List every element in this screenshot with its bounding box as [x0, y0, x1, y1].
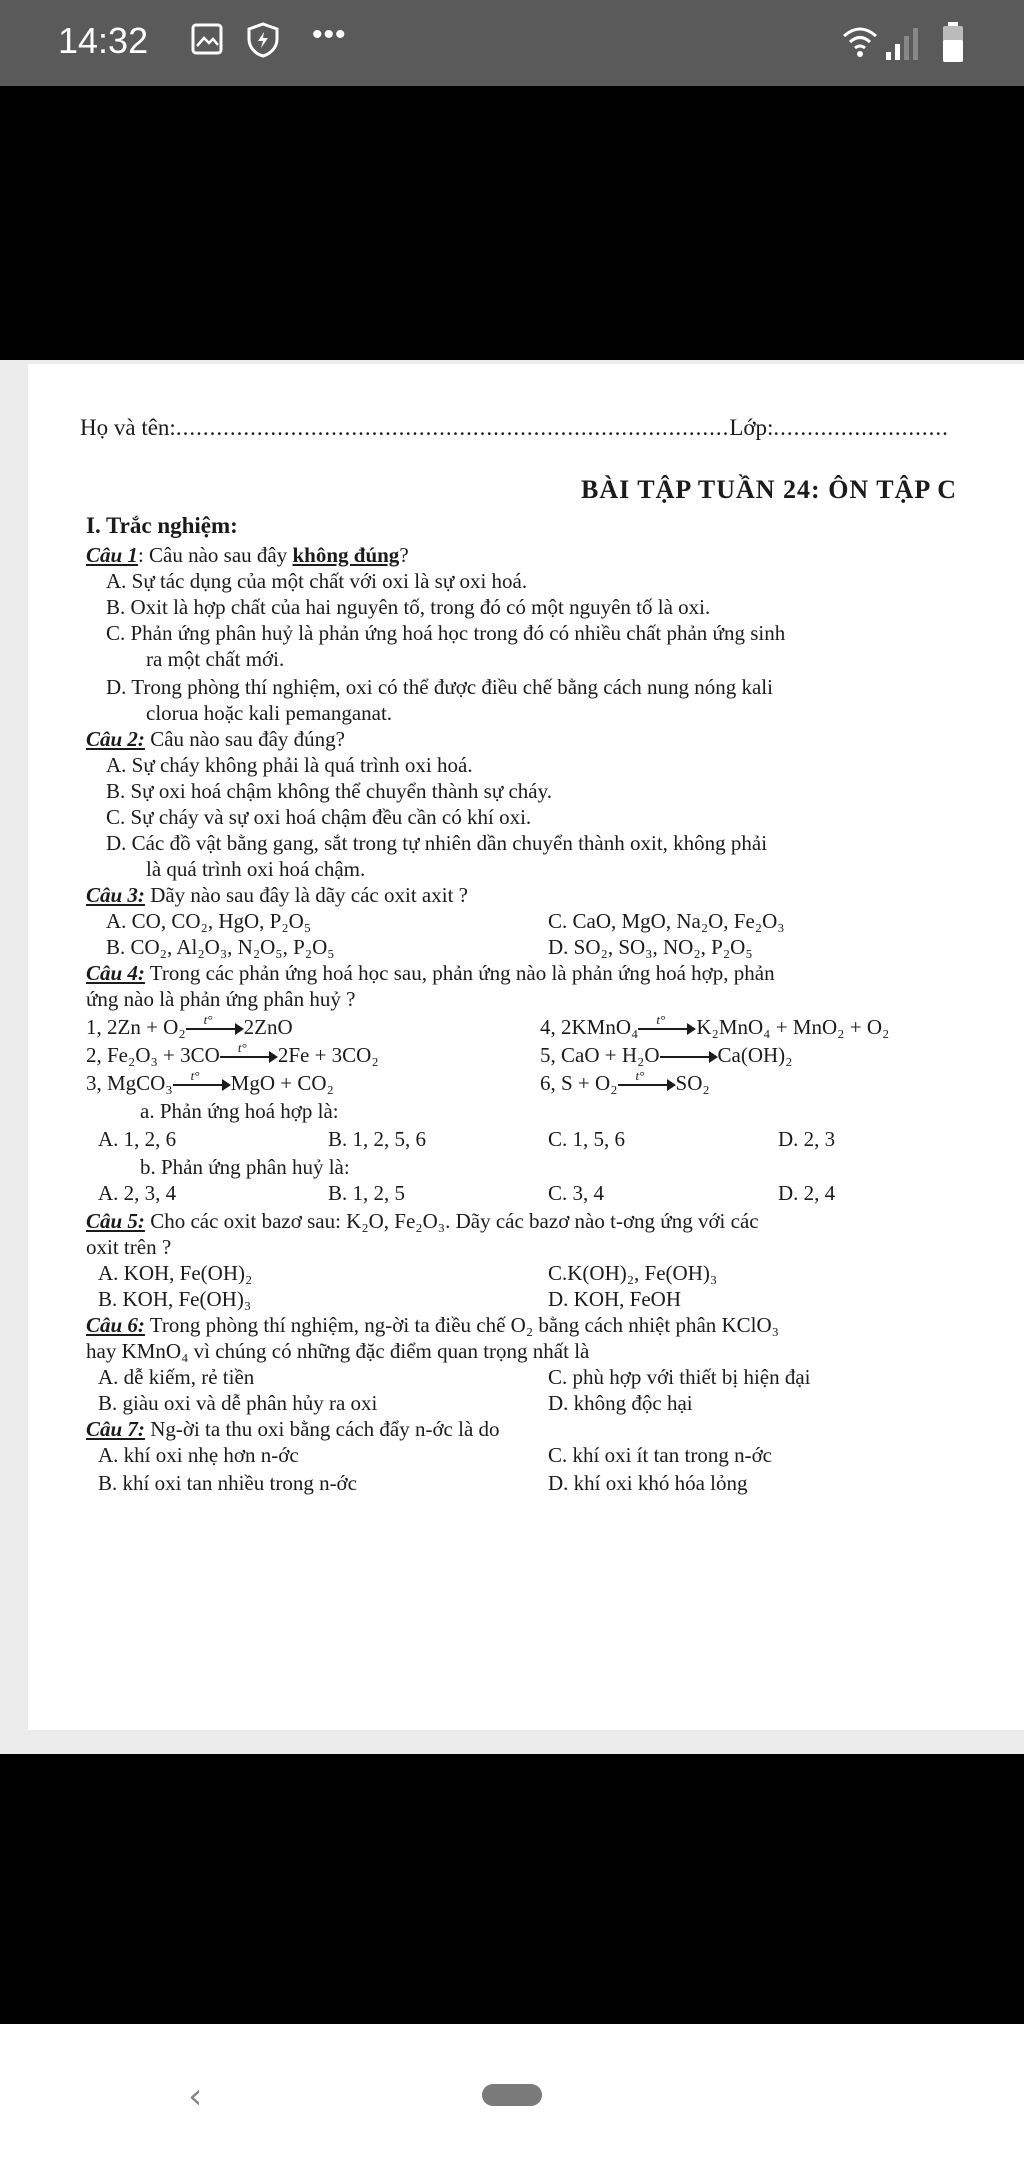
image-icon — [190, 22, 224, 56]
q1-option-d: D. Trong phòng thí nghiệm, oxi có thể được điều chế bằng cách nung nóng kali — [106, 675, 773, 699]
arrow-icon: t° — [638, 1022, 696, 1036]
q3-option-c: C. CaO, MgO, Na₂O, Fe₂O₃ — [548, 909, 785, 933]
q6-option-b: B. giàu oxi và dễ phân hủy ra oxi — [98, 1391, 378, 1415]
q4b-option-c: C. 3, 4 — [548, 1181, 605, 1205]
q4a-option-d: D. 2, 3 — [778, 1127, 836, 1151]
q1-option-d-cont: clorua hoặc kali pemanganat. — [146, 701, 393, 725]
q4-part-b: b. Phản ứng phân huỷ là: — [140, 1155, 350, 1179]
back-button[interactable]: ‹ — [188, 2076, 203, 2117]
navigation-bar — [0, 2024, 1024, 2162]
signal-icon — [884, 26, 924, 62]
name-line: Họ và tên:..................................................................................Lớp:.......................... — [80, 415, 949, 440]
q4a-option-b: B. 1, 2, 5, 6 — [328, 1127, 427, 1151]
arrow-icon — [660, 1050, 718, 1064]
question-1: Câu 1: Câu nào sau đây không đúng? — [86, 543, 409, 567]
q1-option-c-cont: ra một chất mới. — [146, 647, 285, 671]
q2-option-b: B. Sự oxi hoá chậm không thể chuyển thành sự cháy. — [106, 779, 552, 803]
q7-option-b: B. khí oxi tan nhiều trong n-ớc — [98, 1471, 357, 1495]
section-heading: I. Trắc nghiệm: — [86, 513, 238, 538]
arrow-icon: t° — [173, 1078, 231, 1092]
question-3: Câu 3: Dãy nào sau đây là dãy các oxit axit ? — [86, 883, 468, 907]
question-7: Câu 7: Ng-ời ta thu oxi bằng cách đẩy n-ớc là do — [86, 1417, 500, 1441]
reaction-4: 4, 2KMnO₄ t° K₂MnO₄ + MnO₂ + O₂ — [540, 1012, 890, 1039]
reaction-2: 2, Fe₂O₃ + 3CO t° 2Fe + 3CO₂ — [86, 1040, 379, 1067]
q3-option-a: A. CO, CO₂, HgO, P₂O₅ — [106, 909, 312, 933]
q7-option-c: C. khí oxi ít tan trong n-ớc — [548, 1443, 772, 1467]
q6-option-a: A. dễ kiếm, rẻ tiền — [98, 1365, 255, 1389]
q7-option-d: D. khí oxi khó hóa lỏng — [548, 1471, 748, 1495]
q4b-option-b: B. 1, 2, 5 — [328, 1181, 406, 1205]
q5-option-a: A. KOH, Fe(OH)₂ — [98, 1261, 253, 1285]
q6-option-d: D. không độc hại — [548, 1391, 693, 1415]
q4b-option-a: A. 2, 3, 4 — [98, 1181, 177, 1205]
q4a-option-a: A. 1, 2, 6 — [98, 1127, 177, 1151]
reaction-5: 5, CaO + H₂O Ca(OH)₂ — [540, 1043, 793, 1067]
q3-option-b: B. CO₂, Al₂O₃, N₂O₅, P₂O₅ — [106, 935, 335, 959]
wifi-icon — [842, 24, 878, 60]
q2-option-c: C. Sự cháy và sự oxi hoá chậm đều cần có khí oxi. — [106, 805, 532, 829]
reaction-1: 1, 2Zn + O₂ t° 2ZnO — [86, 1012, 293, 1039]
q1-option-b: B. Oxit là hợp chất của hai nguyên tố, trong đó có một nguyên tố là oxi. — [106, 595, 711, 619]
q6-option-c: C. phù hợp với thiết bị hiện đại — [548, 1365, 811, 1389]
q1-option-c: C. Phản ứng phân huỷ là phản ứng hoá học trong đó có nhiều chất phản ứng sinh — [106, 621, 786, 645]
home-button[interactable] — [482, 2084, 542, 2106]
arrow-icon: t° — [220, 1050, 278, 1064]
q5-option-c: C.K(OH)₂, Fe(OH)₃ — [548, 1261, 718, 1285]
q2-option-d: D. Các đồ vật bằng gang, sắt trong tự nhiên dần chuyển thành oxit, không phải — [106, 831, 768, 855]
q4a-option-c: C. 1, 5, 6 — [548, 1127, 626, 1151]
battery-icon — [942, 22, 964, 64]
question-6-cont: hay KMnO₄ vì chúng có những đặc điểm quan trọng nhất là — [86, 1339, 590, 1363]
question-4-cont: ứng nào là phản ứng phân huỷ ? — [86, 987, 356, 1011]
q5-option-d: D. KOH, FeOH — [548, 1287, 681, 1311]
page-title: BÀI TẬP TUẦN 24: ÔN TẬP C — [581, 475, 958, 504]
status-bar — [0, 0, 1024, 86]
q7-option-a: A. khí oxi nhẹ hơn n-ớc — [98, 1443, 299, 1467]
question-4: Câu 4: Trong các phản ứng hoá học sau, phản ứng nào là phản ứng hoá hợp, phản — [86, 961, 775, 985]
q4b-option-d: D. 2, 4 — [778, 1181, 836, 1205]
reaction-3: 3, MgCO₃ t° MgO + CO₂ — [86, 1068, 334, 1095]
q2-option-a: A. Sự cháy không phải là quá trình oxi hoá. — [106, 753, 473, 777]
arrow-icon: t° — [618, 1078, 676, 1092]
reaction-6: 6, S + O₂ t° SO₂ — [540, 1068, 710, 1095]
q1-option-a: A. Sự tác dụng của một chất với oxi là sự oxi hoá. — [106, 569, 528, 593]
shield-icon — [246, 22, 280, 58]
arrow-icon: t° — [186, 1022, 244, 1036]
question-5-cont: oxit trên ? — [86, 1235, 172, 1259]
question-6: Câu 6: Trong phòng thí nghiệm, ng-ời ta điều chế O₂ bằng cách nhiệt phân KClO₃ — [86, 1313, 780, 1337]
question-2: Câu 2: Câu nào sau đây đúng? — [86, 727, 345, 751]
q4-part-a: a. Phản ứng hoá hợp là: — [140, 1099, 339, 1123]
worksheet-page — [28, 364, 1024, 1730]
q2-option-d-cont: là quá trình oxi hoá chậm. — [146, 857, 366, 881]
question-5: Câu 5: Cho các oxit bazơ sau: K₂O, Fe₂O₃. Dãy các bazơ nào t-ơng ứng với các — [86, 1209, 759, 1233]
q5-option-b: B. KOH, Fe(OH)₃ — [98, 1287, 252, 1311]
q3-option-d: D. SO₂, SO₃, NO₂, P₂O₅ — [548, 935, 753, 959]
more-dots-icon: ••• — [312, 18, 347, 51]
clock: 14:32 — [58, 20, 149, 61]
